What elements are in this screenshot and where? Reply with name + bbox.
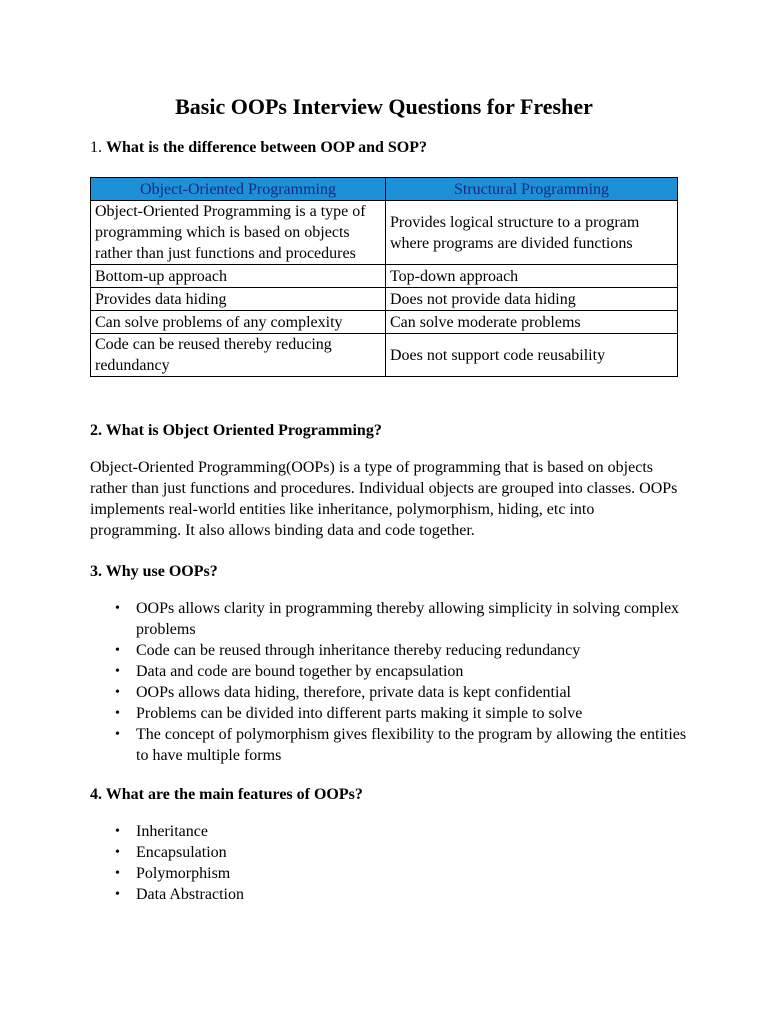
list-item-text: Code can be reused through inheritance thereby reducing redundancy: [136, 642, 581, 659]
list-item-text: OOPs allows data hiding, therefore, private data is kept confidential: [136, 684, 571, 701]
table-header-oop: Object-Oriented Programming: [91, 178, 386, 201]
bullet-icon: •: [115, 887, 120, 902]
question-3-list: [90, 598, 690, 766]
bullet-icon: •: [115, 706, 120, 721]
table-cell: Code can be reused thereby reducing redundancy: [91, 334, 386, 377]
table-row: [91, 311, 678, 334]
list-item-text: Encapsulation: [136, 844, 227, 861]
bullet-icon: •: [115, 845, 120, 860]
list-item: [90, 821, 690, 842]
list-item: [90, 724, 690, 766]
list-item: [90, 842, 690, 863]
list-item-text: Inheritance: [136, 823, 208, 840]
question-3-heading: 3. Why use OOPs?: [90, 563, 218, 580]
question-2-answer: Object-Oriented Programming(OOPs) is a type of programming that is based on objects rather than just functions and procedures. Individual objects are grouped into classes. OOPs implements real-world entities like inheritance, polymorphism, hiding, etc into programming. It also allows binding data and code together.: [90, 459, 678, 539]
list-item: [90, 682, 690, 703]
page-title: Basic OOPs Interview Questions for Fresher: [175, 94, 593, 119]
table-cell: Top-down approach: [386, 265, 678, 288]
question-1-text: What is the difference between OOP and SOP?: [106, 139, 428, 156]
table-header-row: [91, 178, 678, 201]
table-cell: Can solve problems of any complexity: [91, 311, 386, 334]
table-row: [91, 265, 678, 288]
question-1: [90, 137, 427, 159]
table-row: [91, 288, 678, 311]
table-cell: Does not provide data hiding: [386, 288, 678, 311]
table-cell: Can solve moderate problems: [386, 311, 678, 334]
list-item-text: Data Abstraction: [136, 886, 244, 903]
list-item-text: Polymorphism: [136, 865, 231, 882]
list-item: [90, 640, 690, 661]
table-row: [91, 201, 678, 265]
list-item: [90, 884, 690, 905]
comparison-table: [90, 177, 678, 377]
table-row: [91, 334, 678, 377]
table-cell: Bottom-up approach: [91, 265, 386, 288]
table-cell: Provides data hiding: [91, 288, 386, 311]
bullet-icon: •: [115, 664, 120, 679]
question-2-heading: 2. What is Object Oriented Programming?: [90, 422, 382, 439]
bullet-icon: •: [115, 643, 120, 658]
bullet-icon: •: [115, 685, 120, 700]
question-4-heading: 4. What are the main features of OOPs?: [90, 786, 363, 803]
list-item: [90, 863, 690, 884]
bullet-icon: •: [115, 601, 120, 616]
table-cell: Does not support code reusability: [386, 334, 678, 377]
bullet-icon: •: [115, 824, 120, 839]
list-item: [90, 598, 690, 640]
list-item: [90, 703, 690, 724]
list-item-text: Problems can be divided into different parts making it simple to solve: [136, 705, 583, 722]
question-4-list: [90, 821, 690, 905]
list-item-text: OOPs allows clarity in programming thereby allowing simplicity in solving complex problems: [136, 600, 680, 638]
table-cell: Object-Oriented Programming is a type of programming which is based on objects rather than just functions and procedures: [91, 201, 386, 265]
table-cell: Provides logical structure to a program where programs are divided functions: [386, 201, 678, 265]
list-item-text: The concept of polymorphism gives flexibility to the program by allowing the entities to have multiple forms: [136, 726, 687, 764]
bullet-icon: •: [115, 727, 120, 742]
list-item: [90, 661, 690, 682]
list-item-text: Data and code are bound together by encapsulation: [136, 663, 464, 680]
question-1-number: 1.: [90, 139, 102, 156]
table-header-sop: Structural Programming: [386, 178, 678, 201]
bullet-icon: •: [115, 866, 120, 881]
